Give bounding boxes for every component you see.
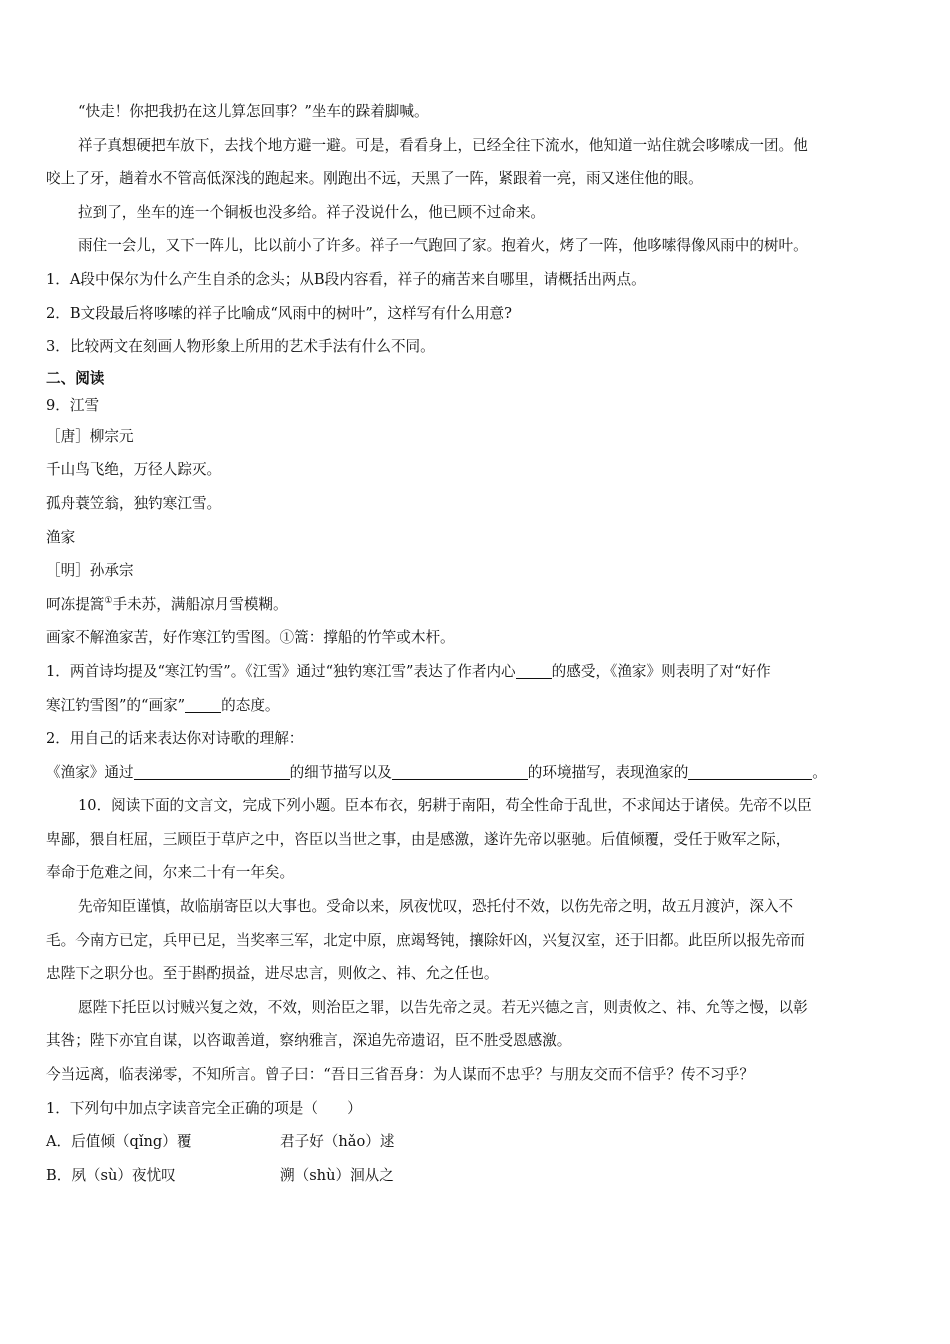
q10-para-2-line-1: 先帝知臣谨慎，故临崩寄臣以大事也。受命以来，夙夜忧叹，恐托付不效，以伤先帝之明，故五月渡泸，深入不 [78,898,794,916]
poem-2-line-1-end: 手未苏，满船凉月雪模糊。 [112,595,288,613]
poem-1-line-2: 孤舟蓑笠翁，独钓寒江雪。 [46,494,222,512]
question-8-3: 3．比较两文在刻画人物形象上所用的艺术手法有什么不同。 [46,338,435,356]
q9-1-text-b: 的感受，《渔家》则表明了对“好作 [551,662,771,680]
poem-2-line-1 [46,588,908,622]
q9-2-text-b: 的细节描写以及 [289,763,392,781]
q10-para-3-line-1: 愿陛下托臣以讨贼兴复之效，不效，则治臣之罪，以告先帝之灵。若无兴德之言，则责攸之、祎、允等之慢，以彰 [78,998,808,1016]
footnote-marker: ① [104,595,113,606]
passage-b-para-1: “快走！你把我扔在这儿算怎回事？”坐车的跺着脚喊。 [78,103,429,120]
option-b-part-1: B．夙（sù）夜忧叹 [46,1166,176,1184]
question-9-1-line-2 [46,689,908,723]
q10-para-2-line-3: 忠陛下之职分也。至于斟酌损益，进尽忠言，则攸之、祎、允之任也。 [46,965,499,983]
question-9-1-line-1 [46,655,908,689]
answer-blank[interactable] [688,763,812,780]
section-heading-reading: 二、阅读 [46,369,105,387]
question-10-intro-line-2: 卑鄙，猥自枉屈，三顾臣于草庐之中，咨臣以当世之事，由是感激，遂许先帝以驱驰。后值倾覆，受任于败军之际， [46,830,791,848]
option-b[interactable] [46,1159,908,1193]
option-a[interactable] [46,1125,908,1159]
document-page [46,95,908,1192]
poem-2-line-2: 画家不解渔家苦，好作寒江钓雪图。①篙：撑船的竹竿或木杆。 [46,629,455,647]
q10-para-2-line-2: 毛。今南方已定，兵甲已足，当奖率三军，北定中原，庶竭驽钝，攘除奸凶，兴复汉室，还于旧都。此臣所以报先帝而 [46,931,805,949]
poem-2-author: ［明］孙承宗 [46,562,134,580]
passage-b-para-4: 雨住一会儿，又下一阵儿，比以前小了许多。祥子一气跑回了家。抱着火，烤了一阵，他哆嗦得像风雨中的树叶。 [78,237,808,255]
q10-para-4: 今当远离，临表涕零，不知所言。曾子曰：“吾日三省吾身：为人谋而不忠乎？与朋友交而不信乎？传不习乎？ [46,1066,754,1084]
question-8-1: 1．A段中保尔为什么产生自杀的念头；从B段内容看，祥子的痛苦来自哪里，请概括出两点。 [46,270,646,288]
option-a-part-1: A．后值倾（qǐng）覆 [46,1133,192,1151]
poem-2-title: 渔家 [46,528,76,546]
passage-b-para-2-line-1: 祥子真想硬把车放下，去找个地方避一避。可是，看看身上，已经全往下流水，他知道一站住就会哆嗦成一团。他 [78,136,808,154]
answer-blank[interactable] [185,696,221,713]
q9-1-text-c: 寒江钓雪图”的“画家” [46,696,186,714]
q9-2-text-d: 。 [812,763,827,781]
question-9-title: 9．江雪 [46,396,100,414]
question-10-intro-line-3: 奉命于危难之间，尔来二十有一年矣。 [46,864,295,882]
q9-2-text-a: 《渔家》通过 [46,763,134,781]
answer-blank[interactable] [134,763,290,780]
option-a-part-2: 君子好（hǎo）逑 [280,1133,395,1151]
question-9-2: 2．用自己的话来表达你对诗歌的理解： [46,730,304,748]
question-10-intro-line-1: 10．阅读下面的文言文，完成下列小题。臣本布衣，躬耕于南阳，苟全性命于乱世，不求闻达于诸侯。先帝不以臣 [78,797,812,815]
q10-para-3-line-2: 其咎；陛下亦宜自谋，以咨诹善道，察纳雅言，深追先帝遗诏，臣不胜受恩感激。 [46,1032,572,1050]
question-9-2-fill [46,756,908,790]
option-b-part-2: 溯（shù）洄从之 [280,1166,394,1184]
poem-1-author: ［唐］柳宗元 [46,427,134,445]
answer-blank[interactable] [392,763,528,780]
q9-1-text-d: 的态度。 [221,696,280,714]
poem-1-line-1: 千山鸟飞绝，万径人踪灭。 [46,461,222,479]
passage-b-para-3: 拉到了，坐车的连一个铜板也没多给。祥子没说什么，他已顾不过命来。 [78,203,546,221]
answer-blank[interactable] [516,662,552,679]
question-8-2: 2．B文段最后将哆嗦的祥子比喻成“风雨中的树叶”，这样写有什么用意? [46,304,512,322]
q9-2-text-c: 的环境描写，表现渔家的 [527,763,689,781]
q9-1-text-a: 1．两首诗均提及“寒江钓雪”。《江雪》通过“独钓寒江雪”表达了作者内心 [46,662,516,680]
poem-2-line-1-start: 呵冻提篙 [46,595,105,613]
passage-b-para-2-line-2: 咬上了牙，趟着水不管高低深浅的跑起来。刚跑出不远，天黑了一阵，紧跟着一亮，雨又迷住他的眼。 [46,170,703,188]
q10-sub-question-1: 1．下列句中加点字读音完全正确的项是（ ） [46,1099,362,1117]
